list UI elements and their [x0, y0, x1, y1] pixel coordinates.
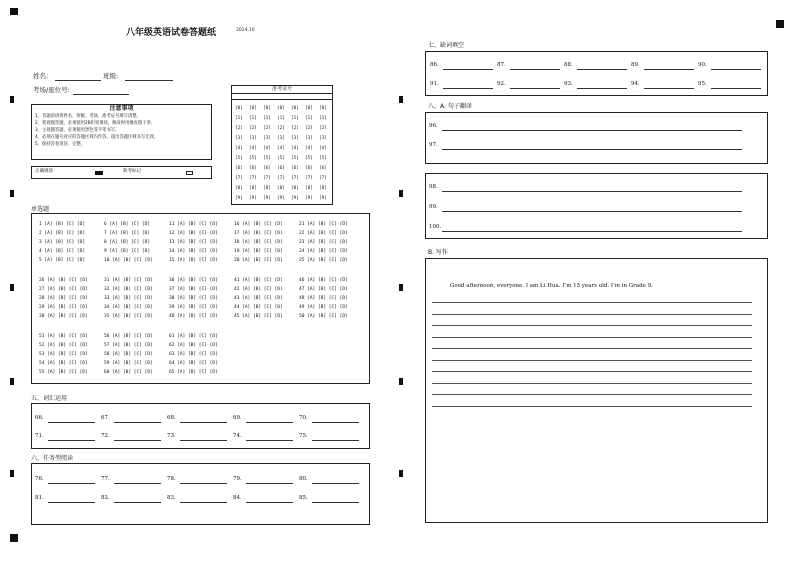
mc-question[interactable]: 32 [A] [B] [C] [D] [104, 287, 153, 292]
exam-id-bubble[interactable]: [4] [305, 146, 313, 151]
answer-line[interactable] [246, 502, 293, 503]
mc-question[interactable]: 42 [A] [B] [C] [D] [234, 287, 283, 292]
mc-question[interactable]: 30 [A] [B] [C] [D] [39, 314, 88, 319]
mc-question[interactable]: 49 [A] [B] [C] [D] [299, 305, 348, 310]
mc-question[interactable]: 25 [A] [B] [C] [D] [299, 258, 348, 263]
mc-question[interactable]: 63 [A] [B] [C] [D] [169, 352, 218, 357]
answer-line[interactable] [711, 88, 761, 89]
question-number: 81. [35, 495, 44, 501]
mc-question[interactable]: 65 [A] [B] [C] [D] [169, 370, 218, 375]
mc-question[interactable]: 53 [A] [B] [C] [D] [39, 352, 88, 357]
exam-id-bubble[interactable]: [9] [249, 196, 257, 201]
answer-line[interactable] [644, 69, 694, 70]
question-number: 90. [698, 62, 707, 68]
answer-line[interactable] [312, 440, 359, 441]
mc-question[interactable]: 50 [A] [B] [C] [D] [299, 314, 348, 319]
answer-line[interactable] [180, 483, 227, 484]
mc-question[interactable]: 26 [A] [B] [C] [D] [39, 278, 88, 283]
exam-id-bubble[interactable]: [1] [319, 116, 327, 121]
exam-id-bubble[interactable]: [8] [277, 186, 285, 191]
question-number: 68. [167, 415, 176, 421]
question-number: 95. [698, 81, 707, 87]
question-number: 75. [299, 433, 308, 439]
question-number: 88. [564, 62, 573, 68]
exam-id-bubble[interactable]: [2] [277, 126, 285, 131]
answer-line[interactable] [644, 88, 694, 89]
mc-question[interactable]: 33 [A] [B] [C] [D] [104, 296, 153, 301]
translate-box-b [425, 173, 768, 239]
question-number: 87. [497, 62, 506, 68]
mc-column [104, 332, 153, 377]
exam-id-bubble[interactable]: [8] [319, 186, 327, 191]
question-number: 78. [167, 476, 176, 482]
question-number: 98. [429, 184, 438, 190]
exam-id-bubble[interactable]: [3] [319, 136, 327, 141]
writing-opening: Good afternoon, everyone. I am Li Hua. I’m 15 years old. I’m in Grade 9. [450, 283, 653, 289]
mc-question[interactable]: 12 [A] [B] [C] [D] [169, 231, 218, 236]
answer-line[interactable] [312, 422, 359, 423]
writing-line[interactable] [432, 325, 752, 326]
exam-id-bubble[interactable]: [3] [277, 136, 285, 141]
answer-line[interactable] [443, 69, 493, 70]
answer-line[interactable] [246, 483, 293, 484]
writing-line[interactable] [432, 394, 752, 395]
name-field[interactable] [55, 80, 101, 81]
exam-id-bubble[interactable]: [4] [263, 146, 271, 151]
mc-question[interactable]: 62 [A] [B] [C] [D] [169, 343, 218, 348]
question-number: 71. [35, 433, 44, 439]
answer-line[interactable] [442, 149, 742, 150]
answer-line[interactable] [180, 440, 227, 441]
writing-line[interactable] [432, 406, 752, 407]
mc-box [31, 213, 370, 384]
mc-question[interactable]: 45 [A] [B] [C] [D] [234, 314, 283, 319]
exam-id-bubble[interactable]: [3] [235, 136, 243, 141]
mc-question[interactable]: 23 [A] [B] [C] [D] [299, 240, 348, 245]
exam-id-bubble[interactable]: [4] [319, 146, 327, 151]
note-item: 2、客观题答题，必须使用2B铅笔填涂，修改时用橡皮擦干净。 [35, 121, 156, 126]
answer-line[interactable] [312, 483, 359, 484]
exam-id-bubble[interactable]: [2] [291, 126, 299, 131]
writing-line[interactable] [432, 383, 752, 384]
exam-id-bubble[interactable]: [4] [235, 146, 243, 151]
timing-mark [399, 378, 403, 385]
answer-line[interactable] [114, 483, 161, 484]
answer-line[interactable] [577, 88, 627, 89]
exam-id-bubble[interactable]: [7] [263, 176, 271, 181]
mc-column [169, 276, 218, 321]
answer-line[interactable] [246, 440, 293, 441]
writing-line[interactable] [432, 360, 752, 361]
exam-id-bubble[interactable]: [8] [249, 186, 257, 191]
mc-question[interactable]: 56 [A] [B] [C] [D] [104, 334, 153, 339]
mc-question[interactable]: 35 [A] [B] [C] [D] [104, 314, 153, 319]
answer-line[interactable] [246, 422, 293, 423]
question-number: 85. [299, 495, 308, 501]
note-item: 5、保持答卷清洁、完整。 [35, 142, 85, 147]
exam-id-bubble[interactable]: [7] [305, 176, 313, 181]
question-number: 99. [429, 204, 438, 210]
notes-box [31, 104, 212, 160]
seat-label: 考场/座位号: [33, 86, 70, 94]
exam-id-bubble[interactable]: [1] [249, 116, 257, 121]
exam-id-column [263, 104, 271, 204]
cloze-section-title: 七、缺词填空 [428, 42, 465, 49]
mc-question[interactable]: 27 [A] [B] [C] [D] [39, 287, 88, 292]
absent-mark-box[interactable] [186, 171, 193, 175]
mc-question[interactable]: 31 [A] [B] [C] [D] [104, 278, 153, 283]
exam-id-bubble[interactable]: [3] [263, 136, 271, 141]
exam-id-column [249, 104, 257, 204]
exam-id-bubble[interactable]: [6] [291, 166, 299, 171]
exam-id-bubble[interactable]: [5] [319, 156, 327, 161]
exam-id-bubble[interactable]: [0] [263, 106, 271, 111]
answer-line[interactable] [180, 502, 227, 503]
exam-id-bubble[interactable]: [4] [249, 146, 257, 151]
answer-line[interactable] [180, 422, 227, 423]
exam-id-bubble[interactable]: [2] [319, 126, 327, 131]
exam-id-bubble[interactable]: [6] [319, 166, 327, 171]
exam-id-column [235, 104, 243, 204]
corner-mark-bottom-left [10, 534, 18, 542]
question-number: 82. [101, 495, 110, 501]
fill-example-box [31, 166, 212, 179]
name-label: 姓名: [33, 72, 49, 80]
answer-line[interactable] [443, 88, 493, 89]
exam-id-bubble[interactable]: [5] [249, 156, 257, 161]
exam-id-bubble[interactable]: [6] [249, 166, 257, 171]
mc-question[interactable]: 37 [A] [B] [C] [D] [169, 287, 218, 292]
translate-box-a [425, 112, 768, 164]
question-number: 67. [101, 415, 110, 421]
mc-question[interactable]: 38 [A] [B] [C] [D] [169, 296, 218, 301]
mc-question[interactable]: 28 [A] [B] [C] [D] [39, 296, 88, 301]
mc-question[interactable]: 6 [A] [B] [C] [D] [104, 222, 151, 227]
mc-question[interactable]: 60 [A] [B] [C] [D] [104, 370, 153, 375]
question-number: 94. [631, 81, 640, 87]
mc-question[interactable]: 2 [A] [B] [C] [D] [39, 231, 86, 236]
exam-id-bubble[interactable]: [5] [305, 156, 313, 161]
mc-question[interactable]: 21 [A] [B] [C] [D] [299, 222, 348, 227]
mc-question[interactable]: 39 [A] [B] [C] [D] [169, 305, 218, 310]
question-number: 77. [101, 476, 110, 482]
exam-id-bubble[interactable]: [0] [305, 106, 313, 111]
answer-line[interactable] [48, 422, 95, 423]
mc-question[interactable]: 57 [A] [B] [C] [D] [104, 343, 153, 348]
exam-id-bubble[interactable]: [0] [291, 106, 299, 111]
question-number: 84. [233, 495, 242, 501]
corner-mark-top-left [10, 8, 18, 15]
timing-mark [399, 470, 403, 477]
exam-id-bubble[interactable]: [7] [319, 176, 327, 181]
mc-question[interactable]: 17 [A] [B] [C] [D] [234, 231, 283, 236]
answer-line[interactable] [711, 69, 761, 70]
mc-question[interactable]: 52 [A] [B] [C] [D] [39, 343, 88, 348]
question-number: 66. [35, 415, 44, 421]
note-item: 3、主观题答题，必须使用黑色签字笔书写。 [35, 128, 120, 133]
mc-question[interactable]: 11 [A] [B] [C] [D] [169, 222, 218, 227]
exam-id-bubble[interactable]: [9] [319, 196, 327, 201]
mc-question[interactable]: 61 [A] [B] [C] [D] [169, 334, 218, 339]
mc-question[interactable]: 13 [A] [B] [C] [D] [169, 240, 218, 245]
mc-question[interactable]: 58 [A] [B] [C] [D] [104, 352, 153, 357]
exam-id-box [231, 85, 333, 205]
exam-id-label: 准考证号 [232, 86, 332, 94]
question-number: 74. [233, 433, 242, 439]
exam-id-bubble[interactable]: [2] [305, 126, 313, 131]
mc-question[interactable]: 16 [A] [B] [C] [D] [234, 222, 283, 227]
exam-id-bubble[interactable]: [8] [263, 186, 271, 191]
exam-id-bubble[interactable]: [8] [235, 186, 243, 191]
mc-question[interactable]: 22 [A] [B] [C] [D] [299, 231, 348, 236]
question-number: 73. [167, 433, 176, 439]
mc-column [299, 220, 348, 265]
exam-id-bubble[interactable]: [3] [249, 136, 257, 141]
mc-question[interactable]: 9 [A] [B] [C] [D] [104, 249, 151, 254]
exam-id-bubble[interactable]: [7] [277, 176, 285, 181]
exam-date: 2024.10 [236, 28, 255, 33]
mc-column [169, 332, 218, 377]
question-number: 86. [430, 62, 439, 68]
mc-question[interactable]: 15 [A] [B] [C] [D] [169, 258, 218, 263]
exam-id-bubble[interactable]: [7] [235, 176, 243, 181]
timing-mark [399, 284, 403, 291]
mc-question[interactable]: 36 [A] [B] [C] [D] [169, 278, 218, 283]
mc-question[interactable]: 14 [A] [B] [C] [D] [169, 249, 218, 254]
exam-id-bubble[interactable]: [1] [291, 116, 299, 121]
exam-id-bubble[interactable]: [5] [291, 156, 299, 161]
timing-mark [10, 378, 14, 385]
mc-question[interactable]: 54 [A] [B] [C] [D] [39, 361, 88, 366]
mc-question[interactable]: 19 [A] [B] [C] [D] [234, 249, 283, 254]
class-field[interactable] [125, 80, 173, 81]
timing-mark [10, 190, 14, 197]
exam-id-bubble[interactable]: [6] [263, 166, 271, 171]
answer-line[interactable] [48, 483, 95, 484]
mc-question[interactable]: 8 [A] [B] [C] [D] [104, 240, 151, 245]
timing-mark [10, 284, 14, 291]
answer-line[interactable] [114, 440, 161, 441]
exam-id-bubble[interactable]: [6] [305, 166, 313, 171]
question-number: 79. [233, 476, 242, 482]
exam-id-bubble[interactable]: [4] [277, 146, 285, 151]
mc-question[interactable]: 29 [A] [B] [C] [D] [39, 305, 88, 310]
mc-section-title: 单选题 [31, 206, 50, 213]
question-number: 96. [429, 123, 438, 129]
exam-id-bubble[interactable]: [0] [235, 106, 243, 111]
question-number: 83. [167, 495, 176, 501]
answer-line[interactable] [577, 69, 627, 70]
exam-id-bubble[interactable]: [8] [291, 186, 299, 191]
exam-id-bubble[interactable]: [5] [235, 156, 243, 161]
exam-id-column [305, 104, 313, 204]
note-item: 1、答题前请将姓名、班级、考场、准考证号填写清楚。 [35, 114, 141, 119]
answer-line[interactable] [48, 440, 95, 441]
writing-line[interactable] [432, 348, 752, 349]
exam-id-bubble[interactable]: [3] [305, 136, 313, 141]
mc-question[interactable]: 4 [A] [B] [C] [D] [39, 249, 86, 254]
mc-question[interactable]: 47 [A] [B] [C] [D] [299, 287, 348, 292]
mc-question[interactable]: 3 [A] [B] [C] [D] [39, 240, 86, 245]
writing-line[interactable] [432, 314, 752, 315]
mc-question[interactable]: 44 [A] [B] [C] [D] [234, 305, 283, 310]
exam-id-bubble[interactable]: [1] [235, 116, 243, 121]
exam-id-column [319, 104, 327, 204]
answer-line[interactable] [442, 211, 742, 212]
class-label: 班级: [103, 72, 119, 80]
timing-mark [399, 190, 403, 197]
exam-id-bubble[interactable]: [9] [291, 196, 299, 201]
mc-question[interactable]: 43 [A] [B] [C] [D] [234, 296, 283, 301]
mc-column [104, 220, 153, 265]
question-number: 80. [299, 476, 308, 482]
exam-id-bubble[interactable]: [2] [249, 126, 257, 131]
mc-column [234, 276, 283, 321]
mc-column [299, 276, 348, 321]
mc-question[interactable]: 48 [A] [B] [C] [D] [299, 296, 348, 301]
exam-id-bubble[interactable]: [8] [305, 186, 313, 191]
mc-question[interactable]: 18 [A] [B] [C] [D] [234, 240, 283, 245]
mc-question[interactable]: 46 [A] [B] [C] [D] [299, 278, 348, 283]
answer-line[interactable] [312, 502, 359, 503]
correct-fill-sample [95, 171, 103, 175]
exam-id-column [277, 104, 285, 204]
notes-title: 注意事项 [109, 105, 134, 112]
mc-column [39, 220, 85, 265]
mc-question[interactable]: 20 [A] [B] [C] [D] [234, 258, 283, 263]
answer-line[interactable] [510, 88, 560, 89]
exam-id-bubble[interactable]: [9] [277, 196, 285, 201]
mc-column [104, 276, 153, 321]
seat-field[interactable] [73, 94, 129, 95]
exam-id-bubble[interactable]: [0] [319, 106, 327, 111]
question-number: 89. [631, 62, 640, 68]
mc-question[interactable]: 34 [A] [B] [C] [D] [104, 305, 153, 310]
mc-question[interactable]: 51 [A] [B] [C] [D] [39, 334, 88, 339]
mc-question[interactable]: 40 [A] [B] [C] [D] [169, 314, 218, 319]
exam-id-bubble[interactable]: [6] [277, 166, 285, 171]
exam-id-bubble[interactable]: [6] [235, 166, 243, 171]
exam-id-bubble[interactable]: [2] [263, 126, 271, 131]
translate-section-title: 八、A. 句子翻译 [428, 103, 472, 110]
exam-id-column [291, 104, 299, 204]
answer-line[interactable] [442, 130, 742, 131]
writing-line[interactable] [432, 302, 752, 303]
mc-question[interactable]: 41 [A] [B] [C] [D] [234, 278, 283, 283]
writing-line[interactable] [432, 337, 752, 338]
mc-question[interactable]: 10 [A] [B] [C] [D] [104, 258, 153, 263]
exam-id-bubble[interactable]: [9] [263, 196, 271, 201]
answer-line[interactable] [442, 191, 742, 192]
exam-id-bubble[interactable]: [9] [235, 196, 243, 201]
task-section-title: 六、任务型阅读 [31, 455, 74, 462]
page-title: 八年级英语试卷答题纸 [126, 28, 217, 38]
exam-id-bubble[interactable]: [0] [249, 106, 257, 111]
timing-mark [10, 470, 14, 477]
exam-id-bubble[interactable]: [1] [277, 116, 285, 121]
writing-line[interactable] [432, 371, 752, 372]
question-number: 69. [233, 415, 242, 421]
answer-line[interactable] [442, 231, 742, 232]
writing-box [425, 258, 768, 523]
exam-id-bubble[interactable]: [0] [277, 106, 285, 111]
exam-id-bubble[interactable]: [5] [263, 156, 271, 161]
writing-section-title: B. 写作 [428, 249, 448, 256]
cloze-box [425, 51, 768, 96]
mc-column [39, 276, 88, 321]
answer-line[interactable] [48, 502, 95, 503]
question-number: 76. [35, 476, 44, 482]
absent-mark-label: 缺考标记 [123, 169, 141, 174]
mc-question[interactable]: 5 [A] [B] [C] [D] [39, 258, 86, 263]
task-box [31, 463, 370, 525]
question-number: 91. [430, 81, 439, 87]
mc-question[interactable]: 1 [A] [B] [C] [D] [39, 222, 86, 227]
question-number: 72. [101, 433, 110, 439]
mc-column [39, 332, 88, 377]
mc-question[interactable]: 64 [A] [B] [C] [D] [169, 361, 218, 366]
mc-question[interactable]: 59 [A] [B] [C] [D] [104, 361, 153, 366]
answer-line[interactable] [114, 502, 161, 503]
exam-id-bubble[interactable]: [4] [291, 146, 299, 151]
timing-mark [399, 96, 403, 103]
exam-id-bubble[interactable]: [1] [305, 116, 313, 121]
exam-id-bubble[interactable]: [7] [249, 176, 257, 181]
vocab-box [31, 403, 370, 449]
mc-question[interactable]: 7 [A] [B] [C] [D] [104, 231, 151, 236]
answer-line[interactable] [114, 422, 161, 423]
answer-line[interactable] [510, 69, 560, 70]
exam-id-bubble[interactable]: [5] [277, 156, 285, 161]
mc-column [234, 220, 283, 265]
question-number: 100. [429, 224, 442, 230]
timing-mark [10, 96, 14, 103]
question-number: 70. [299, 415, 308, 421]
exam-id-bubble[interactable]: [1] [263, 116, 271, 121]
mc-question[interactable]: 55 [A] [B] [C] [D] [39, 370, 88, 375]
exam-id-bubble[interactable]: [7] [291, 176, 299, 181]
vocab-section-title: 五、词汇运用 [31, 395, 68, 402]
question-number: 92. [497, 81, 506, 87]
note-item: 4、必须在题号对应的答题区域内作答，超出答题区域书写无效。 [35, 135, 159, 140]
corner-mark-top-right [776, 20, 784, 28]
question-number: 97. [429, 142, 438, 148]
mc-column [169, 220, 218, 265]
exam-id-bubble[interactable]: [9] [305, 196, 313, 201]
exam-id-bubble[interactable]: [2] [235, 126, 243, 131]
mc-question[interactable]: 24 [A] [B] [C] [D] [299, 249, 348, 254]
question-number: 93. [564, 81, 573, 87]
correct-fill-label: 正确填涂 [35, 169, 53, 174]
exam-id-bubble[interactable]: [3] [291, 136, 299, 141]
